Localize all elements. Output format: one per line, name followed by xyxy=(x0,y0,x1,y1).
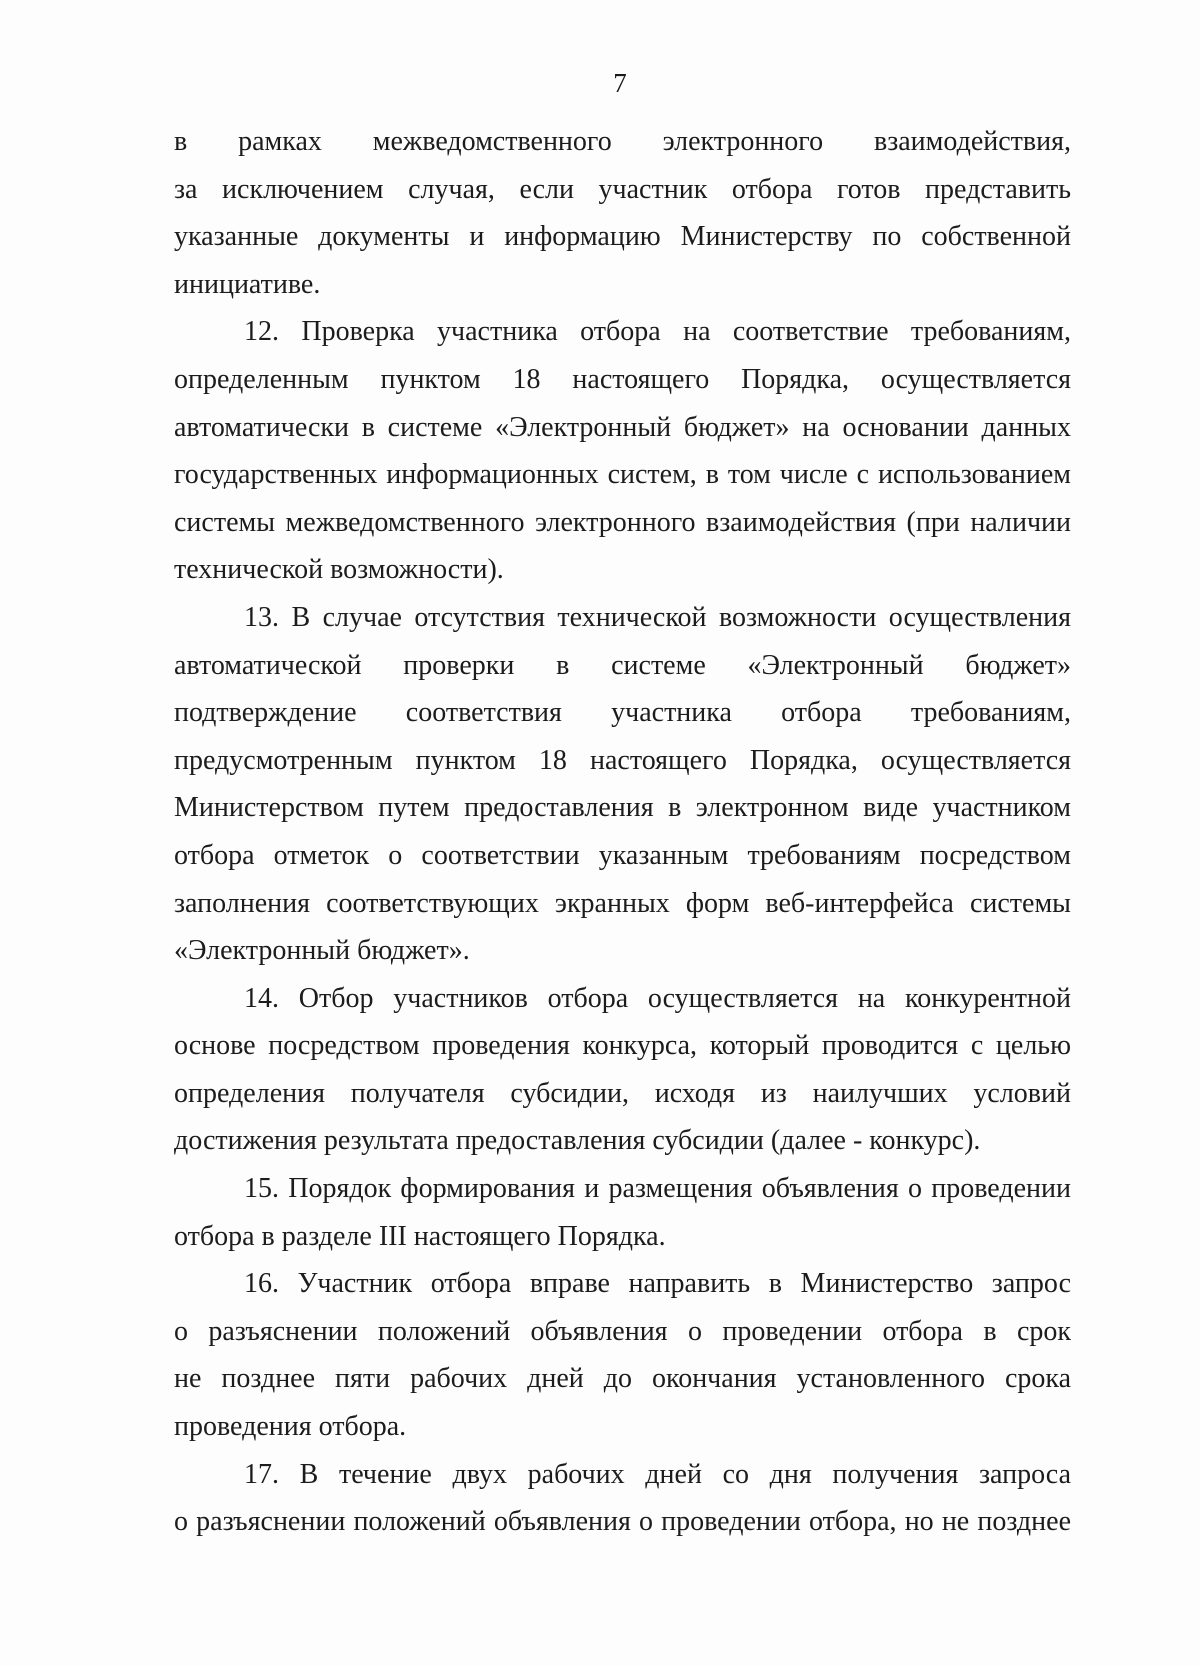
paragraph-15-start: 15. Порядок формирования и размещения объявления о проведении xyxy=(244,1173,1071,1205)
text-line: «Электронный бюджет». xyxy=(174,935,470,967)
text-line: не позднее пяти рабочих дней до окончания установленного срока xyxy=(174,1363,1071,1395)
text-line: о разъяснении положений объявления о проведении отбора, но не позднее xyxy=(174,1506,1071,1538)
text-line: государственных информационных систем, в том числе с использованием xyxy=(174,459,1071,491)
text-line: определенным пунктом 18 настоящего Порядка, осуществляется xyxy=(174,363,1071,395)
text-line: подтверждение соответствия участника отбора требованиям, xyxy=(174,697,1071,729)
text-line: автоматически в системе «Электронный бюджет» на основании данных xyxy=(174,411,1071,443)
paragraph-17-start: 17. В течение двух рабочих дней со дня получения запроса xyxy=(244,1458,1071,1490)
text-line: проведения отбора. xyxy=(174,1411,407,1443)
text-line: системы межведомственного электронного взаимодействия (при наличии xyxy=(174,506,1071,538)
text-line: в рамках межведомственного электронного взаимодействия, xyxy=(174,126,1071,157)
text-line: основе посредством проведения конкурса, который проводится с целью xyxy=(174,1030,1071,1062)
text-line: за исключением случая, если участник отбора готов представить xyxy=(174,173,1071,205)
text-line: достижения результата предоставления субсидии (далее - конкурс). xyxy=(174,1125,981,1157)
text-line: инициативе. xyxy=(174,268,321,300)
text-line: отбора отметок о соответствии указанным требованиям посредством xyxy=(174,839,1071,871)
text-line: технической возможности). xyxy=(174,554,504,586)
text-line: Министерством путем предоставления в электронном виде участником xyxy=(174,792,1071,824)
paragraph-13-start: 13. В случае отсутствия технической возможности осуществления xyxy=(244,601,1071,633)
text-line: заполнения соответствующих экранных форм веб-интерфейса системы xyxy=(174,887,1071,919)
paragraph-16-start: 16. Участник отбора вправе направить в Министерство запрос xyxy=(244,1268,1071,1300)
paragraph-12-start: 12. Проверка участника отбора на соответствие требованиям, xyxy=(244,316,1071,348)
text-line: определения получателя субсидии, исходя из наилучших условий xyxy=(174,1077,1071,1109)
paragraph-14-start: 14. Отбор участников отбора осуществляется на конкурентной xyxy=(244,982,1071,1014)
text-line: предусмотренным пунктом 18 настоящего Порядка, осуществляется xyxy=(174,744,1071,776)
text-line: автоматической проверки в системе «Электронный бюджет» xyxy=(174,649,1071,681)
text-line: о разъяснении положений объявления о проведении отбора в срок xyxy=(174,1315,1071,1347)
text-line: указанные документы и информацию Министерству по собственной xyxy=(174,221,1071,253)
page-number: 7 xyxy=(613,68,627,98)
document-body xyxy=(174,118,1071,1546)
text-line: отбора в разделе III настоящего Порядка. xyxy=(174,1220,666,1252)
